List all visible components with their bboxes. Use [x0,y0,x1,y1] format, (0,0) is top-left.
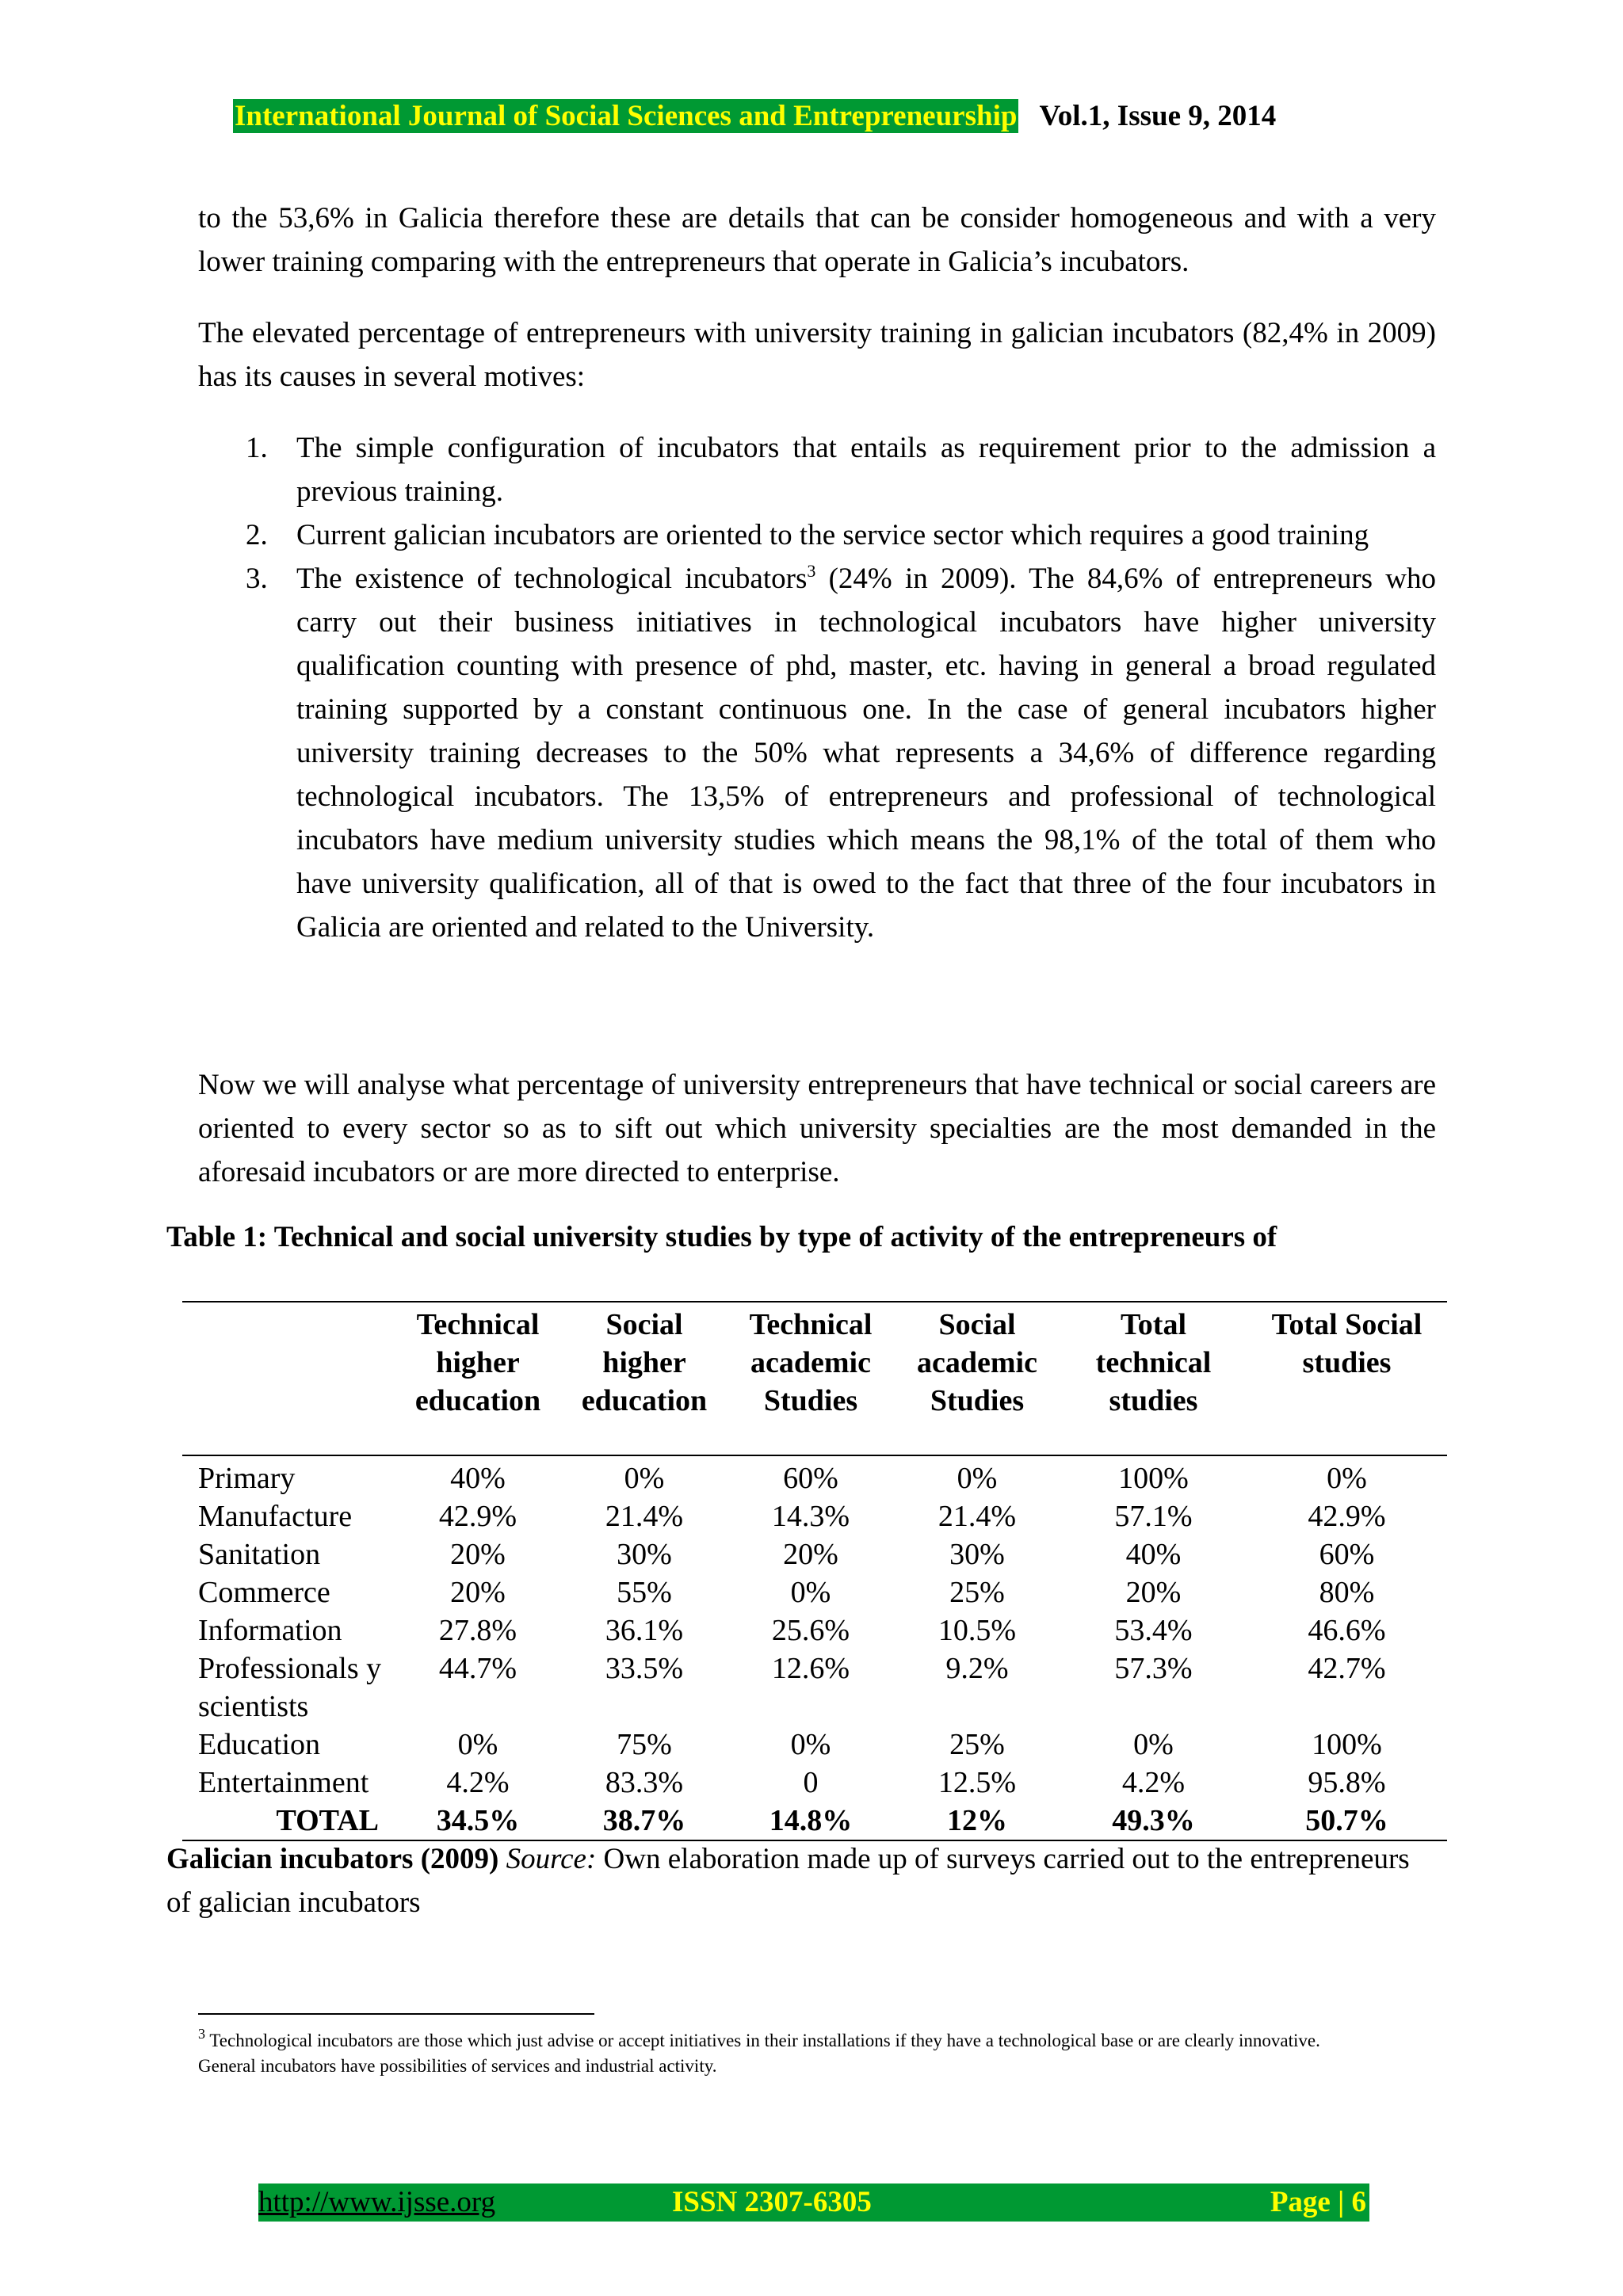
table-cell: 25% [949,1576,1005,1609]
total-cell: 12% [894,1802,1060,1840]
total-cell: 38.7% [561,1802,727,1840]
table-cell: 53.4% [1114,1614,1193,1647]
table-cell: 20% [1125,1576,1182,1609]
header-blank [182,1302,395,1455]
table-cell: 95.8% [1308,1766,1386,1799]
table-cell: 44.7% [438,1652,517,1685]
table-cell: 55% [617,1576,672,1609]
list-number: 3. [246,563,268,595]
table-cell: 20% [783,1538,838,1571]
table-cell: 12.5% [938,1766,1017,1799]
table-total-row [182,1802,1447,1840]
table-cell: 4.2% [1121,1766,1186,1799]
table-cell: 42.9% [1308,1500,1386,1533]
footnote-line-1: Technological incubators are those which just advise or accept initiatives in their installations if they have a technological base or are clearly innovative. [205,2031,1320,2050]
row-label: Education [198,1728,321,1761]
table-cell: 75% [617,1728,672,1761]
table-cell: 25% [949,1728,1005,1761]
table-cell: 42.9% [438,1500,517,1533]
list-item-text: The existence of technological incubators [296,563,808,595]
table-cell: 33.5% [605,1652,684,1685]
total-cell: 50.7% [1247,1802,1447,1840]
page-number: Page | 6 [1270,2186,1366,2218]
table-cell: 0 [803,1766,819,1799]
row-label: Entertainment [198,1766,369,1799]
footnote [198,2028,1436,2079]
list-item-text: Current galician incubators are oriented to the service sector which requires a good training [296,519,1369,551]
table-cell: 100% [1312,1728,1382,1761]
table-cell: 40% [450,1462,506,1495]
table-cell: 21.4% [605,1500,684,1533]
table-cell: 0% [790,1728,831,1761]
table-cell: 0% [457,1728,498,1761]
table-row [182,1764,1447,1802]
table-cell: 10.5% [938,1614,1017,1647]
table-cell: 14.3% [771,1500,850,1533]
header-total-social: Total Social studies [1247,1302,1447,1455]
table-row [182,1611,1447,1650]
table-cell: 100% [1118,1462,1189,1495]
table-cell: 20% [450,1538,506,1571]
table-cell: 4.2% [446,1766,510,1799]
source-bold: Galician incubators (2009) [166,1843,499,1875]
footnote-divider [198,2013,594,2015]
table-cell: 20% [450,1576,506,1609]
table-cell: 12.6% [771,1652,850,1685]
table-caption: Table 1: Technical and social university studies by type of activity of the entrepreneurs of [166,1221,1277,1253]
table-cell: 57.3% [1114,1652,1193,1685]
table-cell: 40% [1125,1538,1182,1571]
table-cell: 0% [790,1576,831,1609]
list-number: 1. [246,432,268,464]
header-technical-academic: Technical academic Studies [727,1302,894,1455]
footnote-mark: 3 [198,2026,205,2042]
table-cell: 83.3% [605,1766,684,1799]
table-cell: 57.1% [1114,1500,1193,1533]
row-label: Professionals y scientists [198,1652,382,1723]
table-cell: 30% [617,1538,672,1571]
row-label: Manufacture [198,1500,353,1533]
paragraph-3 [198,1063,1436,1194]
footnote-line-2: General incubators have possibilities of services and industrial activity. [198,2056,717,2076]
table-header-row [182,1302,1447,1455]
total-cell: 49.3% [1060,1802,1247,1840]
table-row [182,1535,1447,1573]
paragraph-2 [198,311,1436,399]
journal-title: International Journal of Social Sciences and Entrepreneurship [235,99,1018,132]
table-cell: 0% [624,1462,665,1495]
table-cell: 36.1% [605,1614,684,1647]
list-item [198,513,1436,557]
list-item-text: The simple configuration of incubators that entails as requirement prior to the admission a previous training. [296,432,1436,508]
table-cell: 21.4% [938,1500,1017,1533]
table-cell: 0% [1327,1462,1367,1495]
table-cell: 27.8% [438,1614,517,1647]
table-row [182,1455,1447,1497]
paragraph-1 [198,196,1436,284]
source-text: Own elaboration made up of surveys carried out to the entrepreneurs of galician incubators [166,1843,1410,1919]
source-label: Source: [506,1843,597,1875]
footnote-reference[interactable]: 3 [807,561,816,581]
paragraph-3-text: Now we will analyse what percentage of university entrepreneurs that have technical or social careers are oriented to every sector so as to sift out which university specialties are the most demanded in the aforesaid incubators or are more directed to enterprise. [198,1069,1436,1188]
total-label: TOTAL [182,1802,395,1840]
table-cell: 46.6% [1308,1614,1386,1647]
table-row [182,1497,1447,1535]
row-label: Commerce [198,1576,330,1609]
table-cell: 42.7% [1308,1652,1386,1685]
paragraph-1-text: to the 53,6% in Galicia therefore these are details that can be consider homogeneous and with a very lower training comparing with the entrepreneurs that operate in Galicia’s incubators. [198,202,1436,278]
table-cell: 30% [949,1538,1005,1571]
table-cell: 25.6% [771,1614,850,1647]
table-cell: 9.2% [945,1652,1009,1685]
header-technical-higher: Technical higher education [395,1302,561,1455]
page-footer [258,2183,1369,2222]
row-label: Primary [198,1462,296,1495]
table-cell: 0% [1133,1728,1174,1761]
header-social-higher: Social higher education [561,1302,727,1455]
journal-url-link[interactable]: http://www.ijsse.org [258,2186,496,2218]
table-cell: 80% [1319,1576,1375,1609]
table-cell: 60% [783,1462,838,1495]
row-label: Information [198,1614,342,1647]
list-number: 2. [246,519,268,551]
row-label: Sanitation [198,1538,321,1571]
issn: ISSN 2307-6305 [672,2186,872,2218]
paragraph-2-text: The elevated percentage of entrepreneurs with university training in galician incubators (82,4% in 2009) has its causes in several motives: [198,317,1436,393]
table-cell: 60% [1319,1538,1375,1571]
table-row [182,1726,1447,1764]
header-social-academic: Social academic Studies [894,1302,1060,1455]
table-cell: 0% [957,1462,998,1495]
table-row [182,1650,1447,1726]
total-cell: 34.5% [395,1802,561,1840]
running-header [233,97,1276,135]
list-item-text-continued: (24% in 2009). The 84,6% of entrepreneurs who carry out their business initiatives in technological incubators have higher university qualification counting with presence of phd, master, etc. having in general a broad regulated training supported by a constant continuous one. In the case of general incubators higher university training decreases to the 50% what represents a 34,6% of difference regarding technological incubators. The 13,5% of entrepreneurs and professional of technological incubators have medium university studies which means the 98,1% of the total of them who have university qualification, all of that is owed to the fact that three of the four incubators in Galicia are oriented and related to the University. [296,563,1436,944]
studies-table [182,1301,1447,1841]
total-cell: 14.8% [727,1802,894,1840]
volume-issue: Vol.1, Issue 9, 2014 [1039,99,1277,132]
table-source [166,1837,1434,1924]
table-row [182,1573,1447,1611]
list-item [198,557,1436,949]
list-item [198,426,1436,513]
motives-list [198,426,1436,949]
header-total-technical: Total technical studies [1060,1302,1247,1455]
